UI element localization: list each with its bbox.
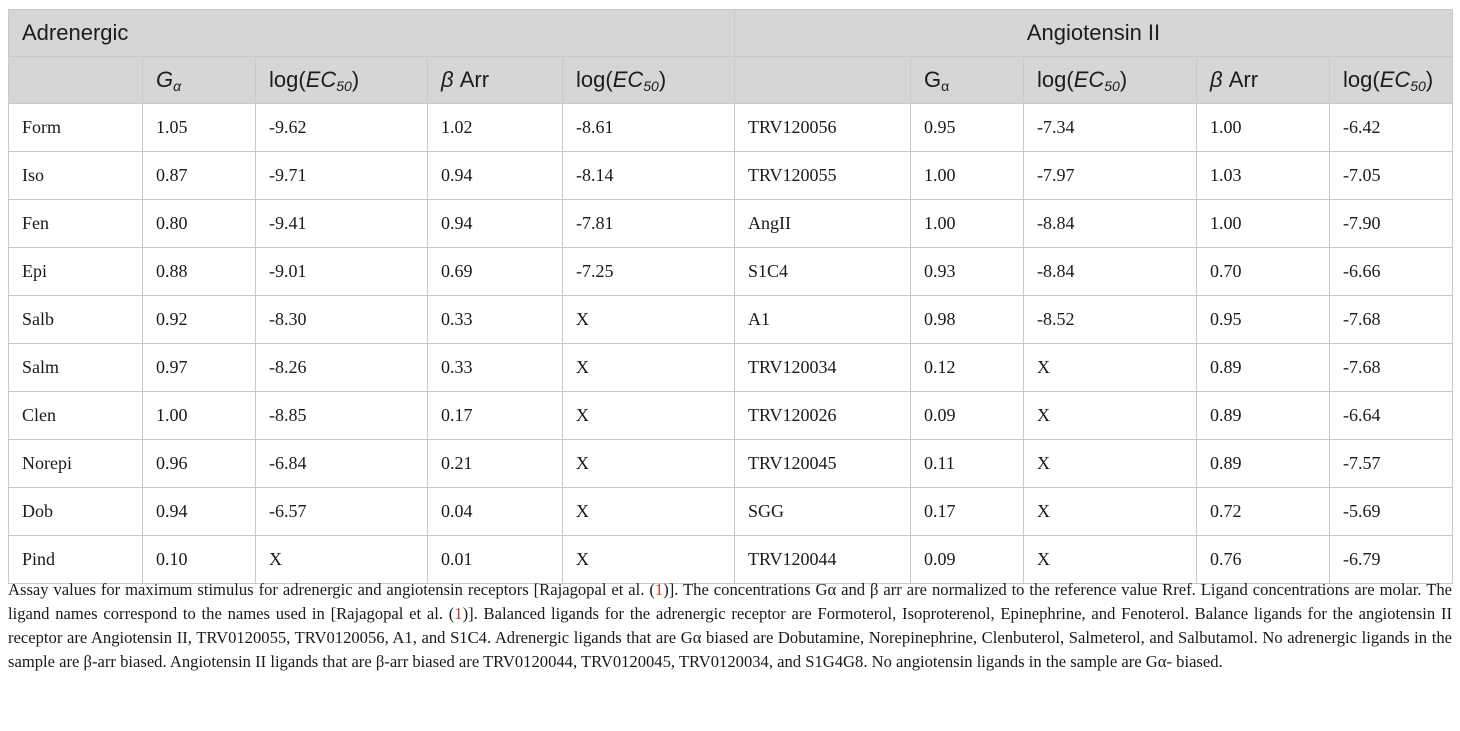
adrenergic-g-alpha-cell: 0.10 bbox=[143, 536, 256, 584]
angiotensin-log-ec50-b-cell: -7.90 bbox=[1330, 200, 1453, 248]
adrenergic-g-alpha-cell: 0.80 bbox=[143, 200, 256, 248]
adrenergic-ligand-cell: Salb bbox=[9, 296, 143, 344]
col-header-angiotensin-log-ec50-b: $\log(EC_{50})$ bbox=[1330, 57, 1453, 104]
angiotensin-log-ec50-b-cell: -7.68 bbox=[1330, 344, 1453, 392]
col-header-adrenergic-g-alpha: $G_\alpha$ bbox=[143, 57, 256, 104]
adrenergic-log-ec50-g-cell: -9.71 bbox=[256, 152, 428, 200]
citation-link[interactable]: 1 bbox=[454, 604, 463, 623]
adrenergic-log-ec50-g-cell: -8.30 bbox=[256, 296, 428, 344]
angiotensin-ligand-cell: TRV120045 bbox=[735, 440, 911, 488]
angiotensin-ligand-cell: SGG bbox=[735, 488, 911, 536]
adrenergic-ligand-cell: Epi bbox=[9, 248, 143, 296]
angiotensin-log-ec50-g-cell: -8.52 bbox=[1024, 296, 1197, 344]
adrenergic-log-ec50-b-cell: X bbox=[563, 344, 735, 392]
adrenergic-beta-arr-cell: 0.94 bbox=[428, 200, 563, 248]
angiotensin-log-ec50-g-cell: X bbox=[1024, 344, 1197, 392]
footnote-text: )]. Balanced ligands for the adrenergic receptor are Formoterol, Isoproterenol, Epinephrine, and Fenoterol. Balance ligands for the angiotensin II receptor are Angiotensin II, TRV0120055, TRV0120056, A1, and S1C4. Adrenergic ligands that are Gα biased are Dobutamine, Norepinephrine, Clenbuterol, Salmeterol, and Salbutamol. No adrenergic ligands in the sample are β-arr biased. Angiotensin II ligands that are β-arr biased are TRV0120044, TRV0120045, TRV0120034, and S1G4G8. No angiotensin ligands in the sample are Gα- biased. bbox=[8, 604, 1452, 671]
angiotensin-log-ec50-b-cell: -7.57 bbox=[1330, 440, 1453, 488]
angiotensin-ligand-cell: TRV120026 bbox=[735, 392, 911, 440]
angiotensin-g-alpha-cell: 1.00 bbox=[911, 200, 1024, 248]
angiotensin-g-alpha-cell: 1.00 bbox=[911, 152, 1024, 200]
adrenergic-log-ec50-g-cell: -9.62 bbox=[256, 104, 428, 152]
col-header-angiotensin-name bbox=[735, 57, 911, 104]
angiotensin-beta-arr-cell: 0.72 bbox=[1197, 488, 1330, 536]
angiotensin-log-ec50-b-cell: -5.69 bbox=[1330, 488, 1453, 536]
adrenergic-g-alpha-cell: 0.87 bbox=[143, 152, 256, 200]
col-header-angiotensin-beta-arr: β Arr bbox=[1197, 57, 1330, 104]
angiotensin-g-alpha-cell: 0.12 bbox=[911, 344, 1024, 392]
adrenergic-g-alpha-cell: 1.00 bbox=[143, 392, 256, 440]
table-row bbox=[9, 440, 1453, 488]
adrenergic-beta-arr-cell: 0.04 bbox=[428, 488, 563, 536]
col-header-adrenergic-log-ec50-g: $\log(EC_{50})$ bbox=[256, 57, 428, 104]
angiotensin-beta-arr-cell: 1.03 bbox=[1197, 152, 1330, 200]
adrenergic-ligand-cell: Dob bbox=[9, 488, 143, 536]
table-body bbox=[9, 104, 1453, 584]
angiotensin-log-ec50-g-cell: -8.84 bbox=[1024, 200, 1197, 248]
angiotensin-g-alpha-cell: 0.98 bbox=[911, 296, 1024, 344]
col-header-adrenergic-beta-arr: β Arr bbox=[428, 57, 563, 104]
col-header-adrenergic-log-ec50-b: $\log(EC_{50})$ bbox=[563, 57, 735, 104]
angiotensin-ligand-cell: TRV120044 bbox=[735, 536, 911, 584]
angiotensin-ligand-cell: TRV120034 bbox=[735, 344, 911, 392]
angiotensin-ligand-cell: AngII bbox=[735, 200, 911, 248]
table-row bbox=[9, 248, 1453, 296]
adrenergic-log-ec50-g-cell: X bbox=[256, 536, 428, 584]
table-footnote bbox=[8, 578, 1452, 674]
table-row bbox=[9, 488, 1453, 536]
adrenergic-beta-arr-cell: 0.33 bbox=[428, 296, 563, 344]
angiotensin-beta-arr-cell: 0.89 bbox=[1197, 440, 1330, 488]
angiotensin-log-ec50-g-cell: X bbox=[1024, 392, 1197, 440]
adrenergic-log-ec50-b-cell: -8.14 bbox=[563, 152, 735, 200]
angiotensin-g-alpha-cell: 0.09 bbox=[911, 392, 1024, 440]
adrenergic-g-alpha-cell: 0.96 bbox=[143, 440, 256, 488]
adrenergic-beta-arr-cell: 0.21 bbox=[428, 440, 563, 488]
table-row bbox=[9, 392, 1453, 440]
angiotensin-g-alpha-cell: 0.09 bbox=[911, 536, 1024, 584]
adrenergic-beta-arr-cell: 1.02 bbox=[428, 104, 563, 152]
angiotensin-g-alpha-cell: 0.95 bbox=[911, 104, 1024, 152]
adrenergic-log-ec50-g-cell: -8.85 bbox=[256, 392, 428, 440]
angiotensin-log-ec50-b-cell: -6.66 bbox=[1330, 248, 1453, 296]
angiotensin-log-ec50-g-cell: -8.84 bbox=[1024, 248, 1197, 296]
angiotensin-beta-arr-cell: 0.89 bbox=[1197, 392, 1330, 440]
angiotensin-log-ec50-g-cell: -7.97 bbox=[1024, 152, 1197, 200]
adrenergic-log-ec50-g-cell: -6.57 bbox=[256, 488, 428, 536]
adrenergic-beta-arr-cell: 0.94 bbox=[428, 152, 563, 200]
adrenergic-ligand-cell: Clen bbox=[9, 392, 143, 440]
adrenergic-beta-arr-cell: 0.69 bbox=[428, 248, 563, 296]
adrenergic-log-ec50-g-cell: -9.01 bbox=[256, 248, 428, 296]
col-header-angiotensin-log-ec50-g: $\log(EC_{50})$ bbox=[1024, 57, 1197, 104]
adrenergic-beta-arr-cell: 0.17 bbox=[428, 392, 563, 440]
group-header-row bbox=[9, 10, 1453, 57]
adrenergic-g-alpha-cell: 1.05 bbox=[143, 104, 256, 152]
adrenergic-group-header: Adrenergic bbox=[9, 10, 735, 57]
adrenergic-log-ec50-b-cell: X bbox=[563, 440, 735, 488]
angiotensin-log-ec50-b-cell: -7.68 bbox=[1330, 296, 1453, 344]
adrenergic-g-alpha-cell: 0.92 bbox=[143, 296, 256, 344]
adrenergic-log-ec50-g-cell: -9.41 bbox=[256, 200, 428, 248]
table-row bbox=[9, 344, 1453, 392]
adrenergic-ligand-cell: Salm bbox=[9, 344, 143, 392]
adrenergic-log-ec50-b-cell: -7.25 bbox=[563, 248, 735, 296]
angiotensin-log-ec50-g-cell: -7.34 bbox=[1024, 104, 1197, 152]
adrenergic-log-ec50-b-cell: X bbox=[563, 392, 735, 440]
adrenergic-g-alpha-cell: 0.94 bbox=[143, 488, 256, 536]
angiotensin-log-ec50-b-cell: -6.42 bbox=[1330, 104, 1453, 152]
adrenergic-beta-arr-cell: 0.33 bbox=[428, 344, 563, 392]
angiotensin-ligand-cell: TRV120056 bbox=[735, 104, 911, 152]
column-header-row bbox=[9, 57, 1453, 104]
angiotensin-beta-arr-cell: 1.00 bbox=[1197, 200, 1330, 248]
table-row bbox=[9, 296, 1453, 344]
angiotensin-ligand-cell: S1C4 bbox=[735, 248, 911, 296]
citation-link[interactable]: 1 bbox=[654, 580, 664, 599]
table-row bbox=[9, 104, 1453, 152]
angiotensin-g-alpha-cell: 0.93 bbox=[911, 248, 1024, 296]
angiotensin-log-ec50-g-cell: X bbox=[1024, 488, 1197, 536]
angiotensin-ligand-cell: A1 bbox=[735, 296, 911, 344]
adrenergic-log-ec50-g-cell: -6.84 bbox=[256, 440, 428, 488]
col-header-angiotensin-g-alpha: $G_\alpha$ bbox=[911, 57, 1024, 104]
adrenergic-log-ec50-b-cell: -8.61 bbox=[563, 104, 735, 152]
angiotensin-beta-arr-cell: 0.76 bbox=[1197, 536, 1330, 584]
angiotensin-beta-arr-cell: 1.00 bbox=[1197, 104, 1330, 152]
angiotensin-g-alpha-cell: 0.11 bbox=[911, 440, 1024, 488]
footnote-text: Assay values for maximum stimulus for adrenergic and angiotensin receptors [Rajagopal et al. ( bbox=[8, 580, 655, 599]
angiotensin-beta-arr-cell: 0.89 bbox=[1197, 344, 1330, 392]
adrenergic-ligand-cell: Form bbox=[9, 104, 143, 152]
adrenergic-ligand-cell: Fen bbox=[9, 200, 143, 248]
angiotensin-beta-arr-cell: 0.70 bbox=[1197, 248, 1330, 296]
adrenergic-log-ec50-b-cell: -7.81 bbox=[563, 200, 735, 248]
col-header-adrenergic-name bbox=[9, 57, 143, 104]
adrenergic-ligand-cell: Norepi bbox=[9, 440, 143, 488]
adrenergic-ligand-cell: Iso bbox=[9, 152, 143, 200]
adrenergic-log-ec50-b-cell: X bbox=[563, 296, 735, 344]
angiotensin-ligand-cell: TRV120055 bbox=[735, 152, 911, 200]
adrenergic-g-alpha-cell: 0.88 bbox=[143, 248, 256, 296]
angiotensin-log-ec50-g-cell: X bbox=[1024, 440, 1197, 488]
table-row bbox=[9, 536, 1453, 584]
table-row bbox=[9, 152, 1453, 200]
adrenergic-log-ec50-b-cell: X bbox=[563, 488, 735, 536]
footnote-text: )]. The concentrations Gα and β arr are normalized to the reference value Rref. Ligand concentrations are molar. The ligand names correspond to the names used in [Rajagopal et al. ( bbox=[8, 580, 1452, 623]
adrenergic-g-alpha-cell: 0.97 bbox=[143, 344, 256, 392]
angiotensin-log-ec50-g-cell: X bbox=[1024, 536, 1197, 584]
adrenergic-log-ec50-b-cell: X bbox=[563, 536, 735, 584]
table-row bbox=[9, 200, 1453, 248]
ligand-assay-table bbox=[8, 9, 1453, 584]
angiotensin-group-header: Angiotensin II bbox=[735, 10, 1453, 57]
adrenergic-log-ec50-g-cell: -8.26 bbox=[256, 344, 428, 392]
angiotensin-log-ec50-b-cell: -6.79 bbox=[1330, 536, 1453, 584]
angiotensin-g-alpha-cell: 0.17 bbox=[911, 488, 1024, 536]
angiotensin-beta-arr-cell: 0.95 bbox=[1197, 296, 1330, 344]
data-table-container bbox=[8, 9, 1452, 584]
angiotensin-log-ec50-b-cell: -6.64 bbox=[1330, 392, 1453, 440]
angiotensin-log-ec50-b-cell: -7.05 bbox=[1330, 152, 1453, 200]
adrenergic-ligand-cell: Pind bbox=[9, 536, 143, 584]
adrenergic-beta-arr-cell: 0.01 bbox=[428, 536, 563, 584]
